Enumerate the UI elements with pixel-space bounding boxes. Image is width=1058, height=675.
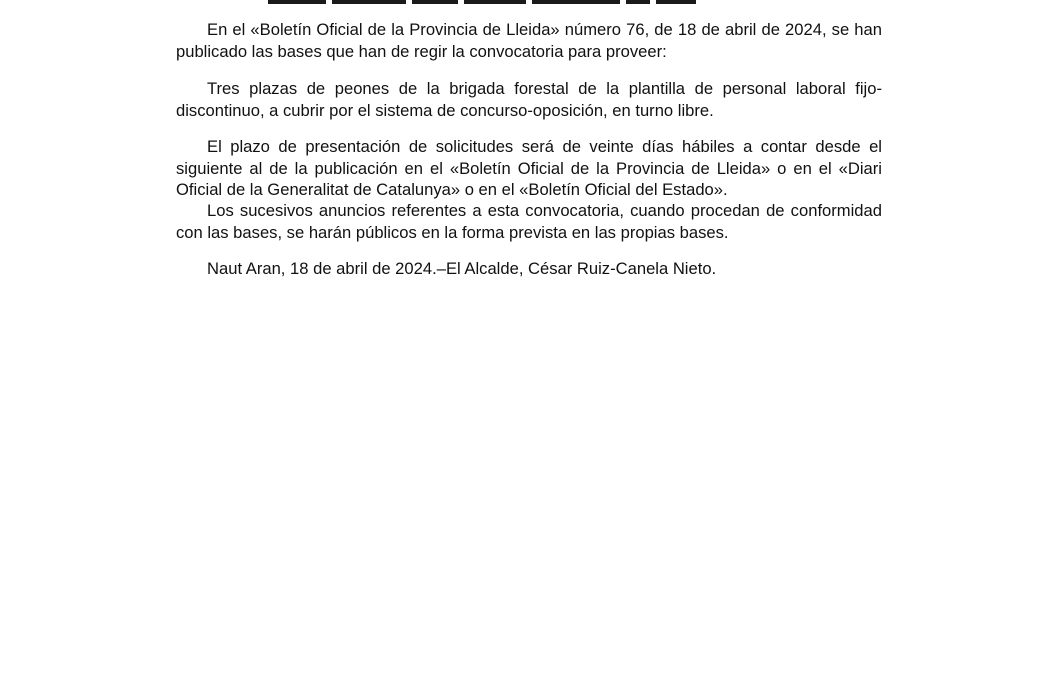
paragraph-announcements: Los sucesivos anuncios referentes a esta convocatoria, cuando procedan de conformidad con las bases, se harán públicos en la forma prevista en las propias bases. — [176, 201, 882, 242]
paragraph-application-period: El plazo de presentación de solicitudes será de veinte días hábiles a contar desde el siguiente al de la publicación en el «Boletín Oficial de la Provincia de Lleida» o en el «Diari Oficial de la Generalitat de Catalunya» o en el «Boletín Oficial del Estado». — [176, 137, 882, 199]
paragraph-publication-notice: En el «Boletín Oficial de la Provincia de Lleida» número 76, de 18 de abril de 2024, se han publicado las bases que han de regir la convocatoria para proveer: — [176, 20, 882, 61]
cropped-heading-line — [268, 0, 698, 4]
paragraph-positions: Tres plazas de peones de la brigada forestal de la plantilla de personal laboral fijo-discontinuo, a cubrir por el sistema de concurso-oposición, en turno libre. — [176, 79, 882, 120]
paragraph-signature: Naut Aran, 18 de abril de 2024.–El Alcalde, César Ruiz-Canela Nieto. — [207, 259, 717, 278]
